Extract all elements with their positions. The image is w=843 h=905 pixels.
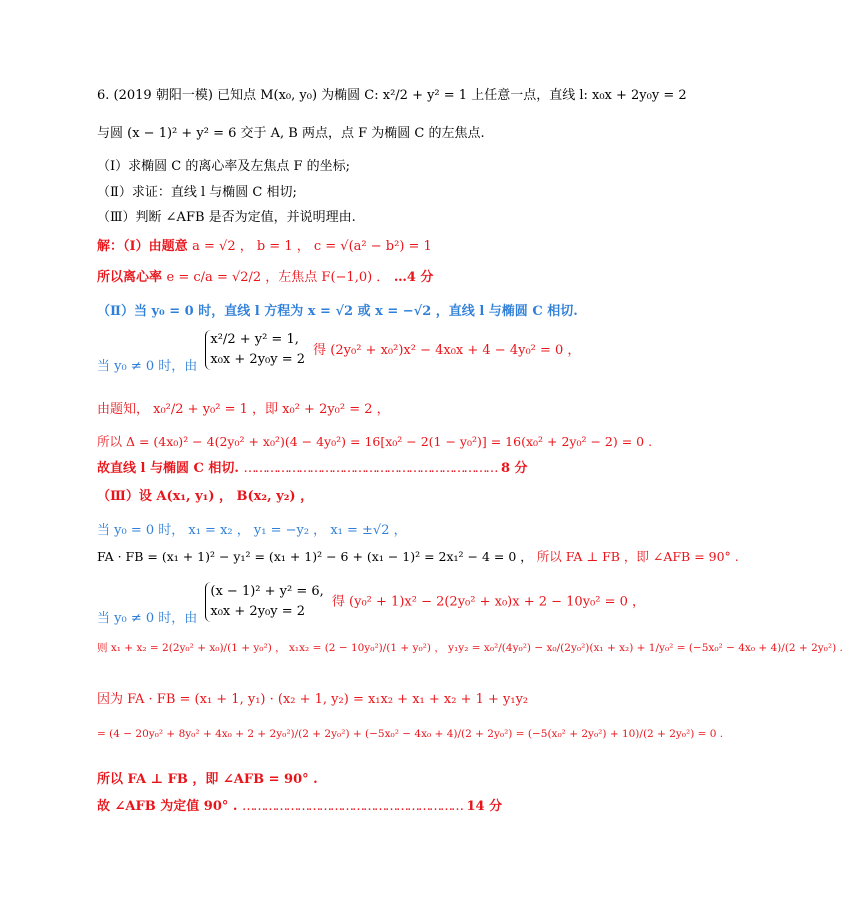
- solution-part1-math: a = √2 ， b = 1 ， c = √(a² − b²) = 1: [192, 239, 432, 254]
- eccentricity-label: 所以离心率: [97, 270, 163, 285]
- system-circle-eq-1: (x − 1)² + y² = 6,: [210, 584, 324, 599]
- solution-part2-constraint: 由题知， x₀²/2 + y₀² = 1 ，即 x₀² + 2y₀² = 2 ，: [97, 402, 390, 417]
- score-8: 8 分: [500, 461, 528, 476]
- question-2: （Ⅱ）求证：直线 l 与椭圆 C 相切;: [97, 185, 297, 200]
- circle-quadratic-result: 得 (y₀² + 1)x² − 2(2y₀² + x₀)x + 2 − 10y₀² = 0 ，: [331, 594, 646, 610]
- solution-part2-case1: （Ⅱ）当 y₀ = 0 时，直线 l 方程为 x = √2 或 x = −√2 ，直线 l 与椭圆 C 相切.: [97, 304, 578, 319]
- solution-part1-label: 解：（Ⅰ）由题意: [97, 239, 188, 254]
- perpendicular-result: 所以 FA ⊥ FB ，即 ∠AFB = 90° .: [536, 549, 739, 564]
- eccentricity-math: e = c/a = √2/2 ，左焦点 F(−1,0) ．: [166, 270, 390, 285]
- system-eq-2: x₀x + 2y₀y = 2: [210, 352, 306, 367]
- solution-part2-case2: [97, 330, 580, 382]
- conclusion-text: 故直线 l 与椭圆 C 相切.: [97, 461, 239, 476]
- solution-part3-case2: [97, 582, 645, 634]
- score-14: 14 分: [466, 799, 503, 814]
- question-1: （Ⅰ）求椭圆 C 的离心率及左焦点 F 的坐标;: [97, 159, 351, 174]
- system-ellipse-line: [205, 330, 305, 370]
- conclusion-dots: ……………………………………………………………: [243, 461, 497, 476]
- part3-case1-text: 当 y₀ = 0 时， x₁ = x₂ ， y₁ = −y₂ ， x₁ = ±√2 ，: [97, 523, 407, 538]
- solution-part1-line1: [97, 235, 432, 254]
- solution-part3-simplify: = (4 − 20y₀² + 8y₀² + 4x₀ + 2 + 2y₀²)/(2 + 2y₀²) + (−5x₀² − 4x₀ + 4)/(2 + 2y₀²) = (−5(x₀² + 2y₀²) + 10)/(2 + 2y₀²) = 0 .: [97, 728, 724, 740]
- problem-number: 6.: [97, 88, 110, 103]
- score-4: …4 分: [393, 270, 434, 285]
- case2-lead: 当 y₀ ≠ 0 时，由: [97, 358, 198, 374]
- solution-part3-dot-product: [97, 547, 739, 565]
- system-circle-eq-2: x₀x + 2y₀y = 2: [210, 604, 306, 619]
- question-3: （Ⅲ）判断 ∠AFB 是否为定值，并说明理由.: [97, 210, 356, 225]
- problem-stem-line-1: [97, 84, 687, 103]
- solution-part3-case1: [97, 519, 407, 538]
- solution-part3-perpendicular: 所以 FA ⊥ FB ，即 ∠AFB = 90° .: [97, 772, 318, 787]
- system-eq-1: x²/2 + y² = 1,: [210, 332, 299, 347]
- solution-part1-line2: [97, 266, 433, 285]
- part3-case2-lead: 当 y₀ ≠ 0 时，由: [97, 610, 198, 626]
- solution-part2-conclusion: [97, 457, 528, 476]
- problem-stem-b: 与圆 (x − 1)² + y² = 6 交于 A, B 两点，点 F 为椭圆 C 的左焦点.: [97, 126, 485, 141]
- problem-source: (2019 朝阳一模): [113, 88, 213, 103]
- quadratic-result: 得 (2y₀² + x₀²)x² − 4x₀x + 4 − 4y₀² = 0 ，: [313, 342, 581, 358]
- final-conclusion-dots: ……………………………………………………: [241, 799, 462, 814]
- solution-part3-vieta: 则 x₁ + x₂ = 2(2y₀² + x₀)/(1 + y₀²) ， x₁x₂ = (2 − 10y₀²)/(1 + y₀²) ， y₁y₂ = x₀²/(4y₀²) − x₀/(2y₀²)(x₁ + x₂) + 1/y₀² = (−5x₀² − 4x₀ + 4)/(2 + 2y₀²) .: [97, 642, 843, 654]
- solution-part2-discriminant: 所以 Δ = (4x₀)² − 4(2y₀² + x₀²)(4 − 4y₀²) = 16[x₀² − 2(1 − y₀²)] = 16(x₀² + 2y₀² − 2) = 0 .: [97, 434, 653, 449]
- problem-stem-a: 已知点 M(x₀, y₀) 为椭圆 C: x²/2 + y² = 1 上任意一点，直线 l: x₀x + 2y₀y = 2: [217, 88, 687, 103]
- solution-part3-conclusion: [97, 795, 502, 814]
- solution-part3-dot-expand: 因为 FA · FB = (x₁ + 1, y₁) · (x₂ + 1, y₂) = x₁x₂ + x₁ + x₂ + 1 + y₁y₂: [97, 692, 529, 707]
- system-circle-line: [205, 582, 323, 622]
- solution-part3-setup: （Ⅲ）设 A(x₁, y₁) ， B(x₂, y₂) ，: [97, 489, 314, 504]
- final-conclusion-text: 故 ∠AFB 为定值 90° .: [97, 799, 238, 814]
- dot-product-calc: FA · FB = (x₁ + 1)² − y₁² = (x₁ + 1)² − 6 + (x₁ − 1)² = 2x₁² − 4 = 0 ，: [97, 549, 533, 564]
